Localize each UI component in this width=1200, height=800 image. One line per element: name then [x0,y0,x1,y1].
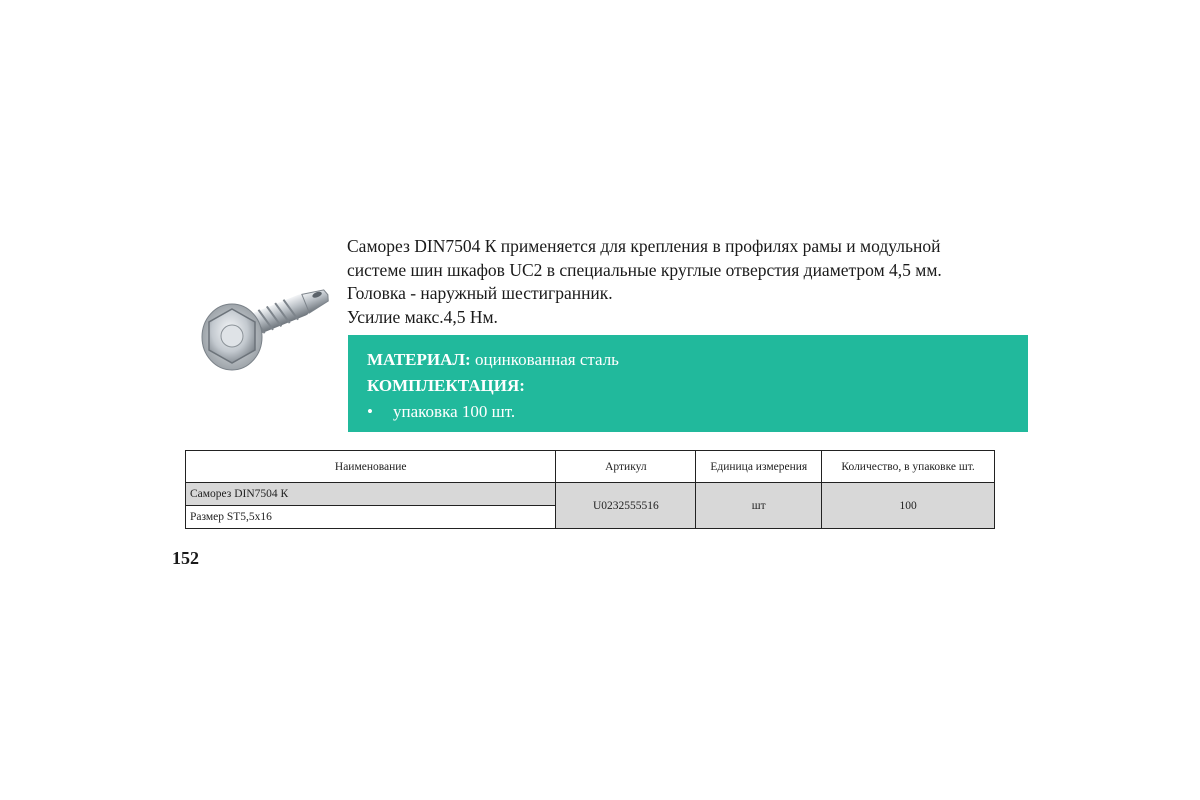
table-header-row [186,451,995,483]
kit-row [367,373,1028,399]
kit-label: КОМПЛЕКТАЦИЯ: [367,376,525,395]
spec-panel [348,335,1028,432]
header-quantity: Количество, в упаковке шт. [822,451,995,483]
material-value: оцинкованная сталь [470,350,619,369]
header-article: Артикул [556,451,696,483]
product-table [185,450,995,529]
description-line-3: Головка - наружный шестигранник. [347,283,613,303]
product-size-cell: Размер ST5,5x16 [186,506,556,529]
article-cell: U0232555516 [556,483,696,529]
description-line-1: Саморез DIN7504 К применяется для крепления в профилях рамы и модульной [347,236,941,256]
description-line-4: Усилие макс.4,5 Нм. [347,306,498,327]
material-row [367,347,1028,373]
product-name-cell: Саморез DIN7504 К [186,483,556,506]
header-unit: Единица измерения [696,451,822,483]
unit-cell: шт [696,483,822,529]
header-name: Наименование [186,451,556,483]
table-row [186,483,995,506]
kit-item [367,399,1028,425]
description-line-2: системе шин шкафов UC2 в специальные круглые отверстия диаметром 4,5 мм. [347,259,942,280]
page-number: 152 [172,548,199,568]
bullet-icon: • [367,402,373,421]
material-label: МАТЕРИАЛ: [367,350,471,369]
product-description [347,235,1047,329]
screw-image [190,262,338,382]
quantity-cell: 100 [822,483,995,529]
kit-item-text: упаковка 100 шт. [393,402,516,421]
